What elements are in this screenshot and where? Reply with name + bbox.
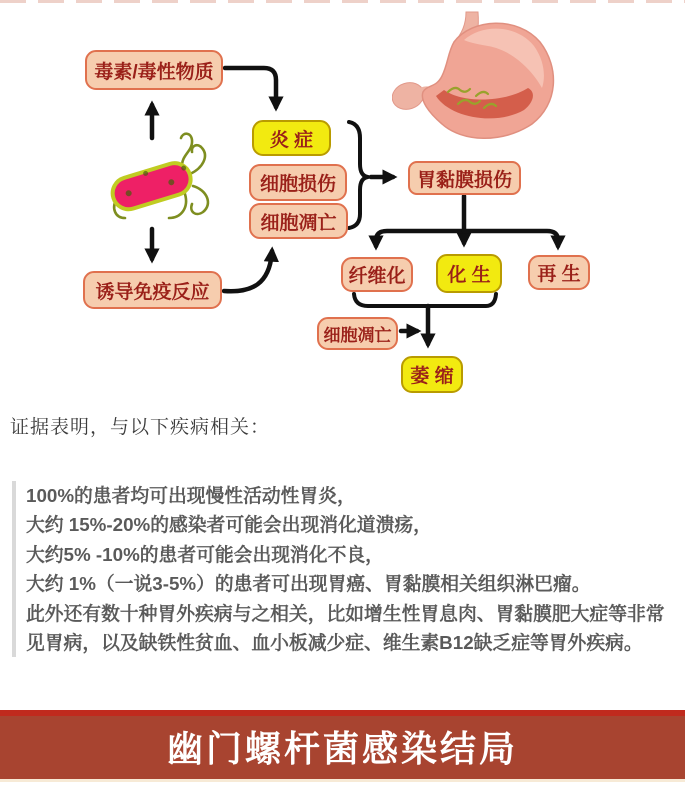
banner-top-stripe bbox=[0, 710, 685, 716]
evidence-line: 见胃病，以及缺铁性贫血、血小板减少症、维生素B12缺乏症等胃外疾病。 bbox=[26, 632, 643, 654]
evidence-line: 此外还有数十种胃外疾病与之相关，比如增生性胃息肉、胃黏膜肥大症等非常 bbox=[26, 602, 665, 624]
h-pylori-bacteria-icon bbox=[97, 126, 215, 228]
brace-right bbox=[349, 122, 368, 228]
flow-node-mucosa: 胃黏膜损伤 bbox=[408, 161, 521, 195]
flow-node-immune: 诱导免疫反应 bbox=[83, 271, 222, 309]
flow-node-metaplasia: 化 生 bbox=[436, 254, 502, 293]
evidence-line: 大约 15%-20%的感染者可能会出现消化道溃疡， bbox=[26, 514, 432, 536]
banner-title: 幽门螺杆菌感染结局 bbox=[166, 728, 518, 769]
intro-text: 证据表明，与以下疾病相关： bbox=[10, 417, 271, 438]
arrow-immune-to-apoptosis bbox=[224, 251, 272, 291]
arrow-branch-to-fibrosis bbox=[376, 231, 464, 246]
flow-node-toxin: 毒素/毒性物质 bbox=[85, 50, 223, 90]
arrow-toxin-to-inflammation bbox=[225, 68, 276, 107]
flow-node-apoptosis-top: 细胞凋亡 bbox=[249, 203, 348, 239]
flow-node-regeneration: 再 生 bbox=[528, 255, 590, 290]
evidence-line: 大约 1%（一说3-5%）的患者可出现胃癌、胃黏膜相关组织淋巴瘤。 bbox=[26, 573, 591, 595]
stomach-icon bbox=[392, 10, 562, 142]
brace-merge bbox=[354, 294, 496, 306]
banner-underline bbox=[0, 779, 685, 782]
evidence-line: 100%的患者均可出现慢性活动性胃炎， bbox=[26, 485, 356, 506]
flow-node-apoptosis-bottom: 细胞凋亡 bbox=[317, 317, 398, 350]
flow-node-fibrosis: 纤维化 bbox=[341, 257, 413, 292]
flow-node-cell-damage: 细胞损伤 bbox=[249, 164, 347, 201]
bottom-banner bbox=[0, 710, 685, 779]
evidence-line: 大约5% -10%的患者可能会出现消化不良， bbox=[26, 543, 384, 565]
arrow-branch-to-regeneration bbox=[464, 231, 558, 246]
evidence-block bbox=[12, 481, 685, 657]
flow-node-atrophy: 萎 缩 bbox=[401, 356, 463, 393]
flow-node-inflammation: 炎 症 bbox=[252, 120, 331, 156]
